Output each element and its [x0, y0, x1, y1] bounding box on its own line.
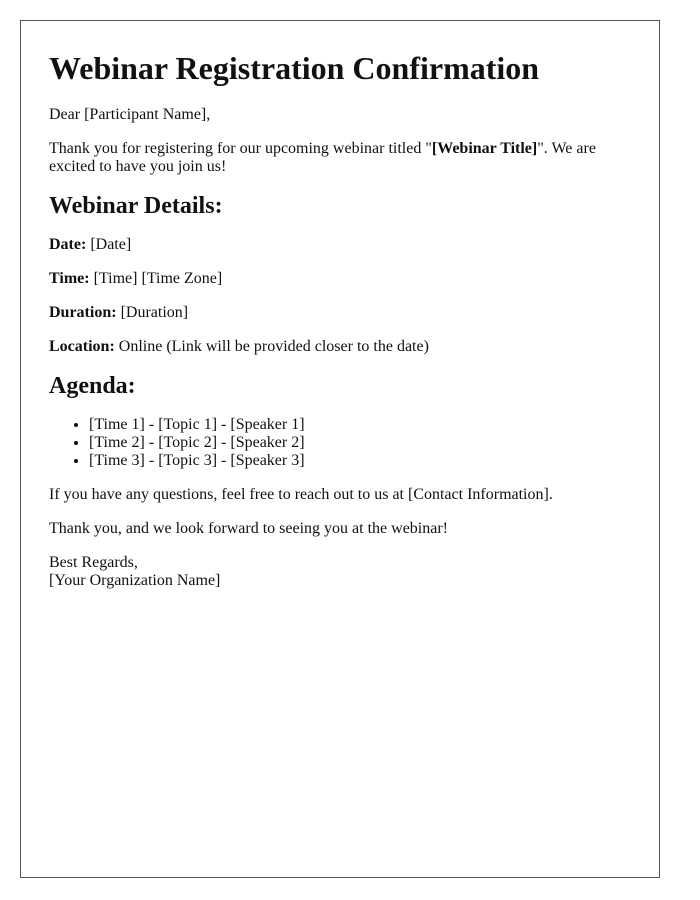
agenda-item: • [Time 1] - [Topic 1] - [Speaker 1]: [89, 416, 631, 434]
time-label: Time:: [49, 270, 90, 287]
duration-label: Duration:: [49, 304, 117, 321]
detail-duration: [49, 304, 631, 322]
location-label: Location:: [49, 338, 115, 355]
date-value: [Date]: [86, 236, 132, 253]
agenda-heading: Agenda:: [49, 373, 136, 399]
intro-text-after: ". We are excited to have you join us!: [49, 140, 596, 175]
time-value: [Time] [Time Zone]: [89, 270, 223, 287]
webinar-title: [Webinar Title]: [431, 140, 538, 157]
intro-text-before: Thank you for registering for our upcoming webinar titled ": [49, 140, 432, 157]
duration-value: [Duration]: [116, 304, 189, 321]
letter-page: [20, 20, 660, 878]
thanks-paragraph: Thank you, and we look forward to seeing you at the webinar!: [49, 520, 448, 537]
page-title: Webinar Registration Confirmation: [49, 50, 540, 86]
intro-paragraph: [49, 140, 631, 176]
organization-name: [Your Organization Name]: [49, 572, 221, 589]
detail-date: [49, 236, 631, 254]
location-value: Online (Link will be provided closer to the date): [114, 338, 429, 355]
greeting: Dear [Participant Name],: [49, 106, 211, 123]
signature-block: [49, 554, 631, 590]
details-heading: Webinar Details:: [49, 193, 223, 219]
agenda-item: • [Time 3] - [Topic 3] - [Speaker 3]: [89, 452, 631, 470]
detail-location: [49, 338, 631, 356]
closing-text: Best Regards,: [49, 554, 138, 571]
questions-paragraph: If you have any questions, feel free to reach out to us at [Contact Information].: [49, 486, 553, 503]
agenda-item: • [Time 2] - [Topic 2] - [Speaker 2]: [89, 434, 631, 452]
detail-time: [49, 270, 631, 288]
date-label: Date:: [49, 236, 87, 253]
agenda-list: [49, 416, 631, 470]
